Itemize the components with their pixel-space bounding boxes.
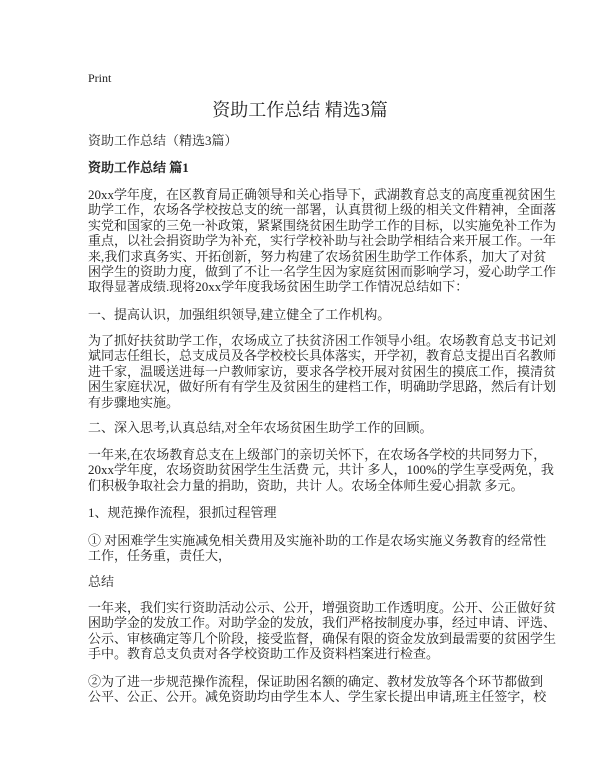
text-line: 助学工作，农场各学校按总支的统一部署，认真贯彻上级的相关文件精神，全面落 <box>88 202 557 218</box>
paragraph <box>88 674 547 705</box>
text-line: ① 对困难学生实施减免相关费用及实施补助的工作是农场实施义务教育的经常性 <box>88 533 547 548</box>
text-line: 一年来，我们实行资助活动公示、公开，增强资助工作透明度。公开、公正做好贫 <box>88 600 557 615</box>
text-line: 一、提高认识，加强组织领导,建立健全了工作机构。 <box>88 307 391 322</box>
paragraph <box>88 333 557 410</box>
text-line: 困学生的资助力度，做到了不让一名学生因为家庭贫困而影响学习，爱心助学工作 <box>88 264 557 280</box>
paragraph <box>88 600 557 662</box>
text-line: 公平、公正、公开。减免资助均由学生本人、学生家长提出申请,班主任签字，校 <box>88 689 547 705</box>
text-line: ②为了进一步规范操作流程，保证助困名额的确定、教材发放等各个环节都做到 <box>88 674 544 689</box>
text-line: 一年来,在农场教育总支在上级部门的亲切关怀下，在农场各学校的共同努力下， <box>88 447 547 462</box>
text-line: 们积极争取社会力量的捐助，资助，共计 人。农场全体师生爱心捐款 多元。 <box>88 477 524 493</box>
text-line: 二、深入思考,认真总结,对全年农场贫困生助学工作的回顾。 <box>88 420 433 435</box>
text-line: 为了抓好扶贫助学工作，农场成立了扶贫济困工作领导小组。农场教育总支书记刘 <box>88 333 557 348</box>
text-line: 1、规范操作流程，狠抓过程管理 <box>88 505 277 520</box>
text-line: 来,我们求真务实、开拓创新，努力构建了农场贫困生助学工作体系，加大了对贫 <box>88 248 547 264</box>
text-line: 取得显著成绩.现将20xx学年度我场贫困生助学工作情况总结如下： <box>88 279 469 295</box>
text-line: 公示、审核确定等几个阶段，接受监督，确保有限的资金发放到最需要的贫困学生 <box>88 630 557 646</box>
paragraph <box>88 505 528 520</box>
paragraph <box>88 574 528 589</box>
text-line: 重点，以社会捐资助学为补充，实行学校补助与社会助学相结合来开展工作。一年 <box>88 233 557 249</box>
text-line: 困生家庭状况，做好所有有学生及贫困生的建档工作，明确助学思路，然后有计划 <box>88 379 557 395</box>
text-line: 总结 <box>88 574 115 589</box>
paragraph <box>88 447 554 493</box>
paragraph <box>88 533 547 564</box>
text-line: 进千家，温暖送进每一户教师家访，要求各学校开展对贫困生的摸底工作，摸清贫 <box>88 363 557 379</box>
text-line: 工作，任务重，责任大， <box>88 548 232 564</box>
paragraph <box>88 307 528 322</box>
text-line: 20xx学年度，在区教育局正确领导和关心指导下，武湖教育总支的高度重视贫困生 <box>88 187 557 202</box>
text-line: 有步骤地实施。 <box>88 394 180 410</box>
text-line: 手中。教育总支负责对各学校资助工作及资料档案进行检查。 <box>88 646 440 662</box>
text-line: 斌同志任组长，总支成员及各学校校长具体落实，开学初，教育总支提出百名教师 <box>88 348 557 364</box>
section-heading: 资助工作总结 篇1 <box>88 160 189 175</box>
text-line: 实党和国家的三免一补政策，紧紧围绕贫困生助学工作的目标，以实施免补工作为 <box>88 217 557 233</box>
page-title: 资助工作总结 精选3篇 <box>212 100 388 120</box>
text-line: 20xx学年度，农场资助贫困学生生活费 元，共计 多人，100%的学生享受两免，我 <box>88 462 554 478</box>
text-line: 困助学金的发放工作。对助学金的发放，我们严格按制度办事，经过申请、评选、 <box>88 615 557 631</box>
paragraph <box>88 187 557 295</box>
paragraph <box>88 420 528 435</box>
print-link[interactable]: Print <box>88 71 112 85</box>
document-subtitle: 资助工作总结（精选3篇） <box>88 133 238 148</box>
